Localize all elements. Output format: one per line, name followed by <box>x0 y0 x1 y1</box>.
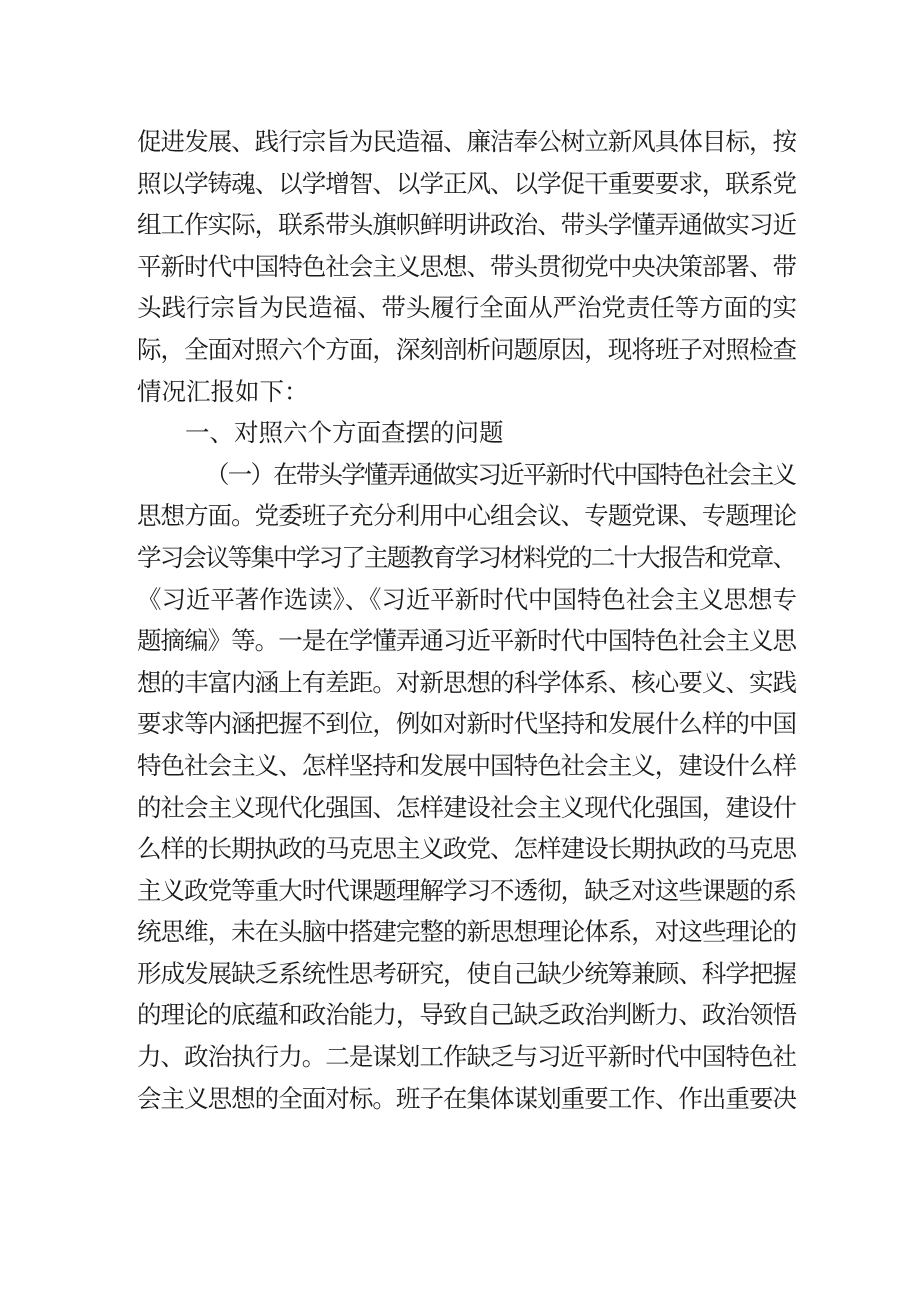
text-line: 组工作实际，联系带头旗帜鲜明讲政治、带头学懂弄通做实习近 <box>137 210 797 240</box>
text-line: 特色社会主义、怎样坚持和发展中国特色社会主义，建设什么样 <box>137 750 797 780</box>
text-line: 情况汇报如下： <box>137 376 309 406</box>
text-line: 想的丰富内涵上有差距。对新思想的科学体系、核心要义、实践 <box>137 667 797 697</box>
text-line: 的理论的底蕴和政治能力，导致自己缺乏政治判断力、政治领悟 <box>137 1000 797 1030</box>
text-line: （一）在带头学懂弄通做实习近平新时代中国特色社会主义 <box>205 459 796 489</box>
text-line: 主义政党等重大时代课题理解学习不透彻，缺乏对这些课题的系 <box>137 875 797 905</box>
text-line: 际，全面对照六个方面，深刻剖析问题原因，现将班子对照检查 <box>137 334 797 364</box>
text-line: 照以学铸魂、以学增智、以学正风、以学促干重要要求，联系党 <box>137 168 797 198</box>
text-line: 头践行宗旨为民造福、带头履行全面从严治党责任等方面的实 <box>137 293 797 323</box>
text-line: 力、政治执行力。二是谋划工作缺乏与习近平新时代中国特色社 <box>137 1042 797 1072</box>
text-line: 一、对照六个方面查摆的问题 <box>185 418 504 448</box>
text-line: 形成发展缺乏系统性思考研究，使自己缺少统筹兼顾、科学把握 <box>137 958 797 988</box>
text-line: 学习会议等集中学习了主题教育学习材料党的二十大报告和党章、 <box>137 542 796 572</box>
text-line: 会主义思想的全面对标。班子在集体谋划重要工作、作出重要决 <box>137 1083 797 1113</box>
text-line: 要求等内涵把握不到位，例如对新时代坚持和发展什么样的中国 <box>137 709 797 739</box>
text-line: 思想方面。党委班子充分利用中心组会议、专题党课、专题理论 <box>137 501 797 531</box>
text-line: 平新时代中国特色社会主义思想、带头贯彻党中央决策部署、带 <box>137 251 797 281</box>
text-line: 促进发展、践行宗旨为民造福、廉洁奉公树立新风具体目标，按 <box>137 127 797 156</box>
document-body <box>137 121 797 1119</box>
text-line: 《习近平著作选读》、《习近平新时代中国特色社会主义思想专 <box>137 584 797 614</box>
text-line: 么样的长期执政的马克思主义政党、怎样建设长期执政的马克思 <box>137 834 797 864</box>
text-line: 统思维，未在头脑中搭建完整的新思想理论体系，对这些理论的 <box>137 917 797 947</box>
text-line: 题摘编》等。一是在学懂弄通习近平新时代中国特色社会主义思 <box>137 626 797 656</box>
text-line: 的社会主义现代化强国、怎样建设社会主义现代化强国，建设什 <box>137 792 797 822</box>
